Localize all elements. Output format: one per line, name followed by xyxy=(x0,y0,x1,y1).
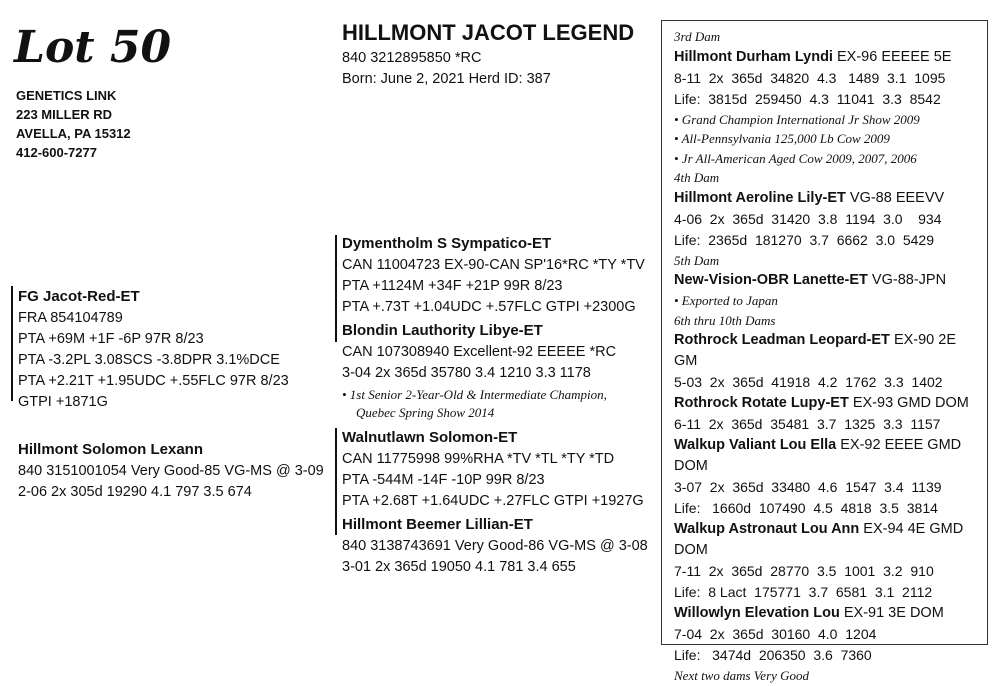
dam-entry-name xyxy=(674,188,981,209)
dam-dam-name: Hillmont Beemer Lillian-ET xyxy=(342,516,533,533)
dam-entry-name xyxy=(674,603,981,624)
dam-entry-record: Life: 8 Lact 175771 3.7 6581 3.1 2112 xyxy=(674,584,933,600)
dam-entry-record: 4-06 2x 365d 31420 3.8 1194 3.0 934 xyxy=(674,210,942,227)
dam-entry-record: 3-07 2x 365d 33480 4.6 1547 3.4 1139 xyxy=(674,479,942,495)
dam-line: 2-06 2x 305d 19290 4.1 797 3.5 674 xyxy=(18,484,252,500)
dam-name: Hillmont Solomon Lexann xyxy=(18,441,204,458)
dam-sire-line: PTA -544M -14F -10P 99R 8/23 xyxy=(342,472,545,488)
dam-entry-name-text: Hillmont Durham Lyndi xyxy=(674,48,833,65)
sire-line: PTA -3.2PL 3.08SCS -3.8DPR 3.1%DCE xyxy=(18,352,280,368)
dam-entry-name-text: Rothrock Leadman Leopard-ET xyxy=(674,332,890,348)
consignor-phone: 412-600-7277 xyxy=(16,145,97,160)
dam-entry-name-text: Walkup Valiant Lou Ella xyxy=(674,437,837,453)
sire-dam-line: CAN 107308940 Excellent-92 EEEEE *RC xyxy=(342,344,617,360)
sire-sire-name: Dymentholm S Sympatico-ET xyxy=(342,235,552,252)
animal-header xyxy=(342,20,634,90)
dam-sire-line: PTA +2.68T +1.64UDC +.27FLC GTPI +1927G xyxy=(342,493,644,509)
sire-line: PTA +69M +1F -6P 97R 8/23 xyxy=(18,331,204,347)
dam-sire-line: CAN 11775998 99%RHA *TV *TL *TY *TD xyxy=(342,451,615,467)
animal-name: HILLMONT JACOT LEGEND xyxy=(342,20,635,45)
dam-entry-record: 7-11 2x 365d 28770 3.5 1001 3.2 910 xyxy=(674,563,934,579)
dam-entry-note: • Exported to Japan xyxy=(674,293,778,308)
dam-entry-classification: EX-96 EEEEE 5E xyxy=(832,48,952,65)
dam-entry-name xyxy=(674,519,981,561)
lot-number: Lot 50 xyxy=(14,22,172,73)
sire-bracket xyxy=(11,286,13,401)
dam-entry-classification: VG-88-JPN xyxy=(867,272,947,288)
maternal-history-list xyxy=(674,27,981,686)
dam-entry-note: 3rd Dam xyxy=(674,29,721,44)
animal-born: Born: June 2, 2021 Herd ID: 387 xyxy=(342,71,551,87)
dam-entry-note: • Grand Champion International Jr Show 2009 xyxy=(674,111,920,127)
sire-sire-line: CAN 11004723 EX-90-CAN SP'16*RC *TY *TV xyxy=(342,257,645,273)
dam-entry-record: Life: 1660d 107490 4.5 4818 3.5 3814 xyxy=(674,500,938,516)
sire-dam-note: • 1st Senior 2-Year-Old & Intermediate Champion, xyxy=(342,387,607,402)
dam-entry-note: 6th thru 10th Dams xyxy=(674,312,776,328)
dam-dam-line: 3-01 2x 365d 19050 4.1 781 3.4 655 xyxy=(342,559,576,575)
dam-entry-note: 5th Dam xyxy=(674,252,720,268)
sire-line: FRA 854104789 xyxy=(18,310,123,326)
dam-entry-name xyxy=(674,393,981,414)
sire-sire-block xyxy=(342,233,645,318)
sire-line: GTPI +1871G xyxy=(18,394,108,410)
consignor-city: AVELLA, PA 15312 xyxy=(16,126,131,141)
consignor-name: GENETICS LINK xyxy=(16,88,117,103)
dam-entry-name-text: Willowlyn Elevation Lou xyxy=(674,605,840,621)
sire-sire-bracket xyxy=(335,235,337,320)
dam-sire-name: Walnutlawn Solomon-ET xyxy=(342,429,518,446)
dam-entry-name-text: New-Vision-OBR Lanette-ET xyxy=(674,272,868,288)
dam-sire-block xyxy=(342,427,644,512)
dam-entry-classification: EX-94 4E GMD DOM xyxy=(674,521,964,558)
dam-dam-block xyxy=(342,514,648,578)
sire-line: PTA +2.21T +1.95UDC +.55FLC 97R 8/23 xyxy=(18,373,289,389)
dam-entry-record: 5-03 2x 365d 41918 4.2 1762 3.3 1402 xyxy=(674,374,943,390)
sire-block xyxy=(18,286,289,413)
dam-entry-record: 7-04 2x 365d 30160 4.0 1204 xyxy=(674,626,877,642)
dam-entry-name-text: Rothrock Rotate Lupy-ET xyxy=(674,395,849,411)
sire-sire-line: PTA +1124M +34F +21P 99R 8/23 xyxy=(342,278,563,294)
sire-dam-note: Quebec Spring Show 2014 xyxy=(356,405,495,420)
sire-name: FG Jacot-Red-ET xyxy=(18,288,140,305)
dam-entry-name xyxy=(674,330,981,372)
dam-entry-note: 4th Dam xyxy=(674,170,720,185)
sire-sire-line: PTA +.73T +1.04UDC +.57FLC GTPI +2300G xyxy=(342,299,636,315)
dam-dam-bracket xyxy=(335,513,337,535)
dam-dam-line: 840 3138743691 Very Good-86 VG-MS @ 3-08 xyxy=(342,538,648,554)
dam-entry-note: • All-Pennsylvania 125,000 Lb Cow 2009 xyxy=(674,131,890,146)
dam-line: 840 3151001054 Very Good-85 VG-MS @ 3-09 xyxy=(18,463,324,479)
dam-entry-note: Next two dams Very Good xyxy=(674,668,810,683)
dam-sire-bracket xyxy=(335,428,337,513)
dam-entry-record: Life: 2365d 181270 3.7 6662 3.0 5429 xyxy=(674,231,934,248)
maternal-history-box xyxy=(661,20,988,683)
dam-entry-name-text: Hillmont Aeroline Lily-ET xyxy=(674,189,846,206)
sire-dam-line: 3-04 2x 365d 35780 3.4 1210 3.3 1178 xyxy=(342,365,591,381)
dam-entry-record: 8-11 2x 365d 34820 4.3 1489 3.1 1095 xyxy=(674,69,946,86)
dam-entry-classification: EX-91 3E DOM xyxy=(839,605,944,621)
animal-id: 840 3212895850 *RC xyxy=(342,50,482,66)
dam-entry-record: Life: 3815d 259450 4.3 11041 3.3 8542 xyxy=(674,90,941,107)
sire-dam-name: Blondin Lauthority Libye-ET xyxy=(342,322,543,339)
dam-entry-name xyxy=(674,270,981,291)
dam-entry-name xyxy=(674,435,981,477)
dam-entry-classification: EX-92 EEEE GMD DOM xyxy=(674,437,962,474)
consignor-block xyxy=(16,86,131,162)
dam-entry-record: 6-11 2x 365d 35481 3.7 1325 3.3 1157 xyxy=(674,416,941,432)
dam-entry-name-text: Walkup Astronaut Lou Ann xyxy=(674,521,860,537)
dam-entry-record: Life: 3474d 206350 3.6 7360 xyxy=(674,647,872,663)
dam-entry-name xyxy=(674,47,981,68)
dam-entry-classification: VG-88 EEEVV xyxy=(845,189,945,206)
dam-entry-classification: EX-90 2E GM xyxy=(674,332,957,369)
sire-dam-block xyxy=(342,320,616,422)
dam-entry-note: • Jr All-American Aged Cow 2009, 2007, 2006 xyxy=(674,150,917,166)
sire-dam-bracket xyxy=(335,320,337,342)
dam-entry-classification: EX-93 GMD DOM xyxy=(848,395,969,411)
dam-block xyxy=(18,439,324,503)
consignor-street: 223 MILLER RD xyxy=(16,107,113,122)
